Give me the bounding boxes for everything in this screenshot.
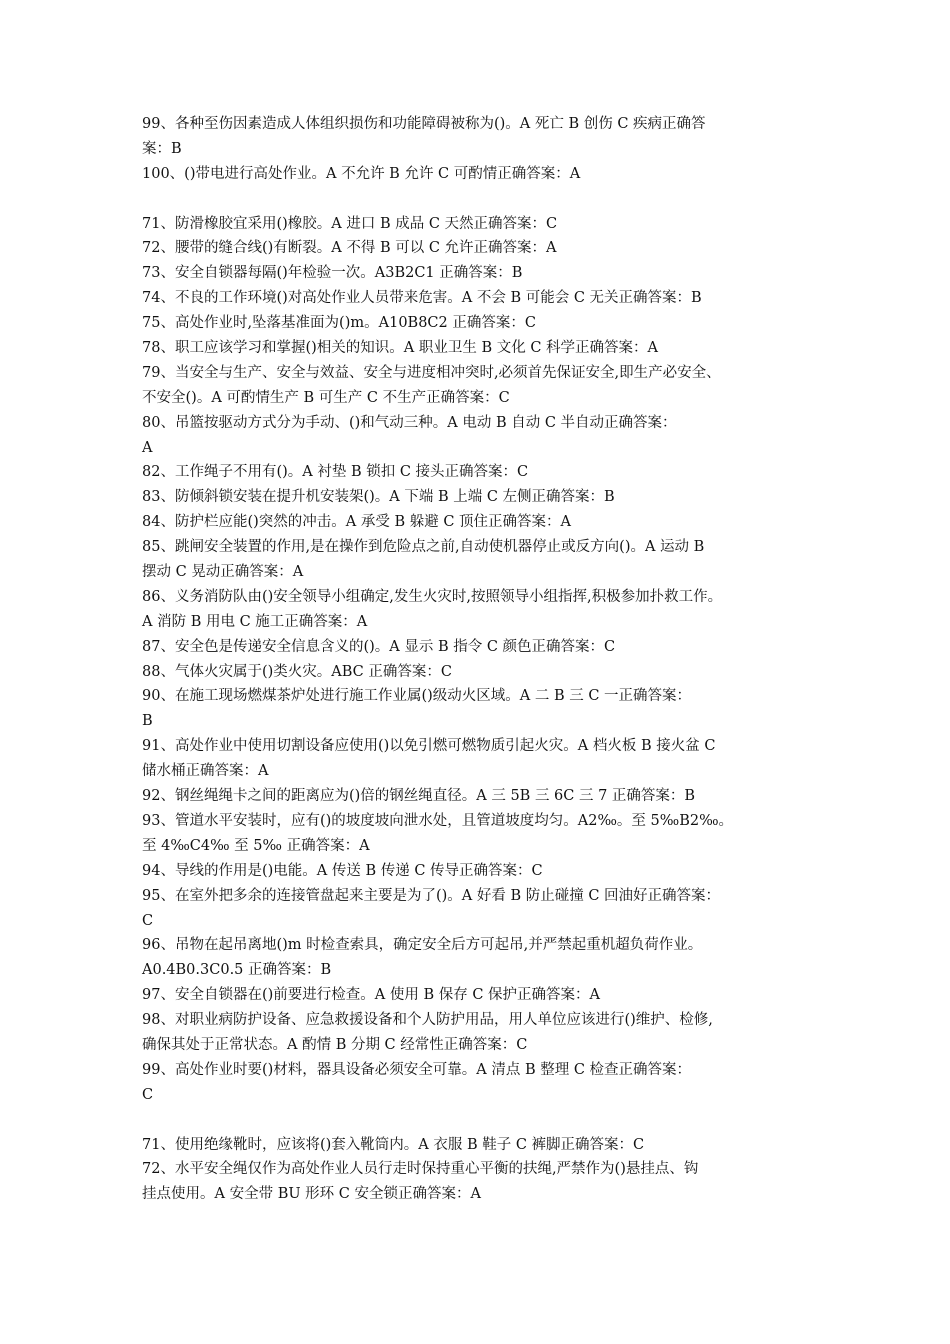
text-line: 78、职工应该学习和掌握()相关的知识。A 职业卫生 B 文化 C 科学正确答案：A xyxy=(142,340,659,357)
text-line: 83、防倾斜锁安装在提升机安装架()。A 下端 B 上端 C 左侧正确答案：B xyxy=(142,489,615,506)
text-line: 72、腰带的缝合线()有断裂。A 不得 B 可以 C 允许正确答案：A xyxy=(142,240,557,257)
text-line: 93、管道水平安装时，应有()的坡度坡向泄水处，且管道坡度均匀。A2‰。至 5‰B2‰。 xyxy=(142,812,734,829)
text-line: 储水桶正确答案：A xyxy=(142,763,269,780)
text-line: C xyxy=(142,1086,154,1103)
text-line: 75、高处作业时,坠落基准面为()m。A10B8C2 正确答案：C xyxy=(142,315,536,332)
text-line: 82、工作绳子不用有()。A 衬垫 B 锁扣 C 接头正确答案：C xyxy=(142,464,529,481)
text-line: 摆动 C 晃动正确答案：A xyxy=(142,564,304,581)
text-line: C xyxy=(142,912,154,929)
text-line: 80、吊篮按驱动方式分为手动、()和气动三种。A 电动 B 自动 C 半自动正确答案： xyxy=(142,414,677,431)
text-line: 案：B xyxy=(142,140,182,157)
text-line: 94、导线的作用是()电能。A 传送 B 传递 C 传导正确答案：C xyxy=(142,862,543,879)
text-line: 95、在室外把多余的连接管盘起来主要是为了()。A 好看 B 防止碰撞 C 回油好正确答案： xyxy=(142,887,721,904)
text-line: 85、跳闸安全装置的作用,是在操作到危险点之前,自动使机器停止或反方向()。A 运动 B xyxy=(142,539,705,556)
text-line: 98、对职业病防护设备、应急救援设备和个人防护用品，用人单位应该进行()维护、检修, xyxy=(142,1012,713,1029)
text-line: A xyxy=(142,439,153,456)
paragraph-gap xyxy=(142,1108,814,1133)
text-line: 87、安全色是传递安全信息含义的()。A 显示 B 指令 C 颜色正确答案：C xyxy=(142,638,616,655)
text-line: A0.4B0.3C0.5 正确答案：B xyxy=(142,962,332,979)
text-line: 86、义务消防队由()安全领导小组确定,发生火灾时,按照领导小组指挥,积极参加扑救工作。 xyxy=(142,588,723,605)
text-line: 90、在施工现场燃煤茶炉处进行施工作业属()级动火区域。A 二 B 三 C 一正确答案： xyxy=(142,688,692,705)
text-line: 71、防滑橡胶宜采用()橡胶。A 进口 B 成品 C 天然正确答案：C xyxy=(142,215,558,232)
text-line: 72、水平安全绳仅作为高处作业人员行走时保持重心平衡的扶绳,严禁作为()悬挂点、钩 xyxy=(142,1161,699,1178)
text-line: 71、使用绝缘靴时，应该将()套入靴筒内。A 衣服 B 鞋子 C 裤脚正确答案：C xyxy=(142,1136,645,1153)
text-line: 92、钢丝绳绳卡之间的距离应为()倍的钢丝绳直径。A 三 5B 三 6C 三 7 正确答案：B xyxy=(142,788,696,805)
text-line: 97、安全自锁器在()前要进行检查。A 使用 B 保存 C 保护正确答案：A xyxy=(142,987,601,1004)
text-line: 88、气体火灾属于()类火灾。ABC 正确答案：C xyxy=(142,663,452,680)
text-line: 不安全()。A 可酌情生产 B 可生产 C 不生产正确答案：C xyxy=(142,389,510,406)
text-line: 至 4‰C4‰ 至 5‰ 正确答案：A xyxy=(142,837,370,854)
text-line: B xyxy=(142,713,153,730)
text-line: 74、不良的工作环境()对高处作业人员带来危害。A 不会 B 可能会 C 无关正确答案：B xyxy=(142,290,702,307)
document-body xyxy=(142,112,814,1207)
text-line: 100、()带电进行高处作业。A 不允许 B 允许 C 可酌情正确答案：A xyxy=(142,165,581,182)
text-line: 73、安全自锁器每隔()年检验一次。A3B2C1 正确答案：B xyxy=(142,265,523,282)
text-line: 91、高处作业中使用切割设备应使用()以免引燃可燃物质引起火灾。A 档火板 B 接火盆 C xyxy=(142,738,716,755)
text-line: 挂点使用。A 安全带 BU 形环 C 安全锁正确答案：A xyxy=(142,1186,481,1203)
text-line: 79、当安全与生产、安全与效益、安全与进度相冲突时,必须首先保证安全,即生产必安全、 xyxy=(142,364,721,381)
text-line: A 消防 B 用电 C 施工正确答案：A xyxy=(142,613,368,630)
text-line: 84、防护栏应能()突然的冲击。A 承受 B 躲避 C 顶住正确答案：A xyxy=(142,514,572,531)
text-line: 99、高处作业时要()材料，器具设备必须安全可靠。A 清点 B 整理 C 检查正确答案： xyxy=(142,1061,692,1078)
text-line: 确保其处于正常状态。A 酌情 B 分期 C 经常性正确答案：C xyxy=(142,1036,528,1053)
paragraph-gap xyxy=(142,187,814,212)
text-line: 96、吊物在起吊离地()m 时检查索具，确定安全后方可起吊,并严禁起重机超负荷作业。 xyxy=(142,937,703,954)
text-line: 99、各种至伤因素造成人体组织损伤和功能障碍被称为()。A 死亡 B 创伤 C 疾病正确答 xyxy=(142,116,706,132)
